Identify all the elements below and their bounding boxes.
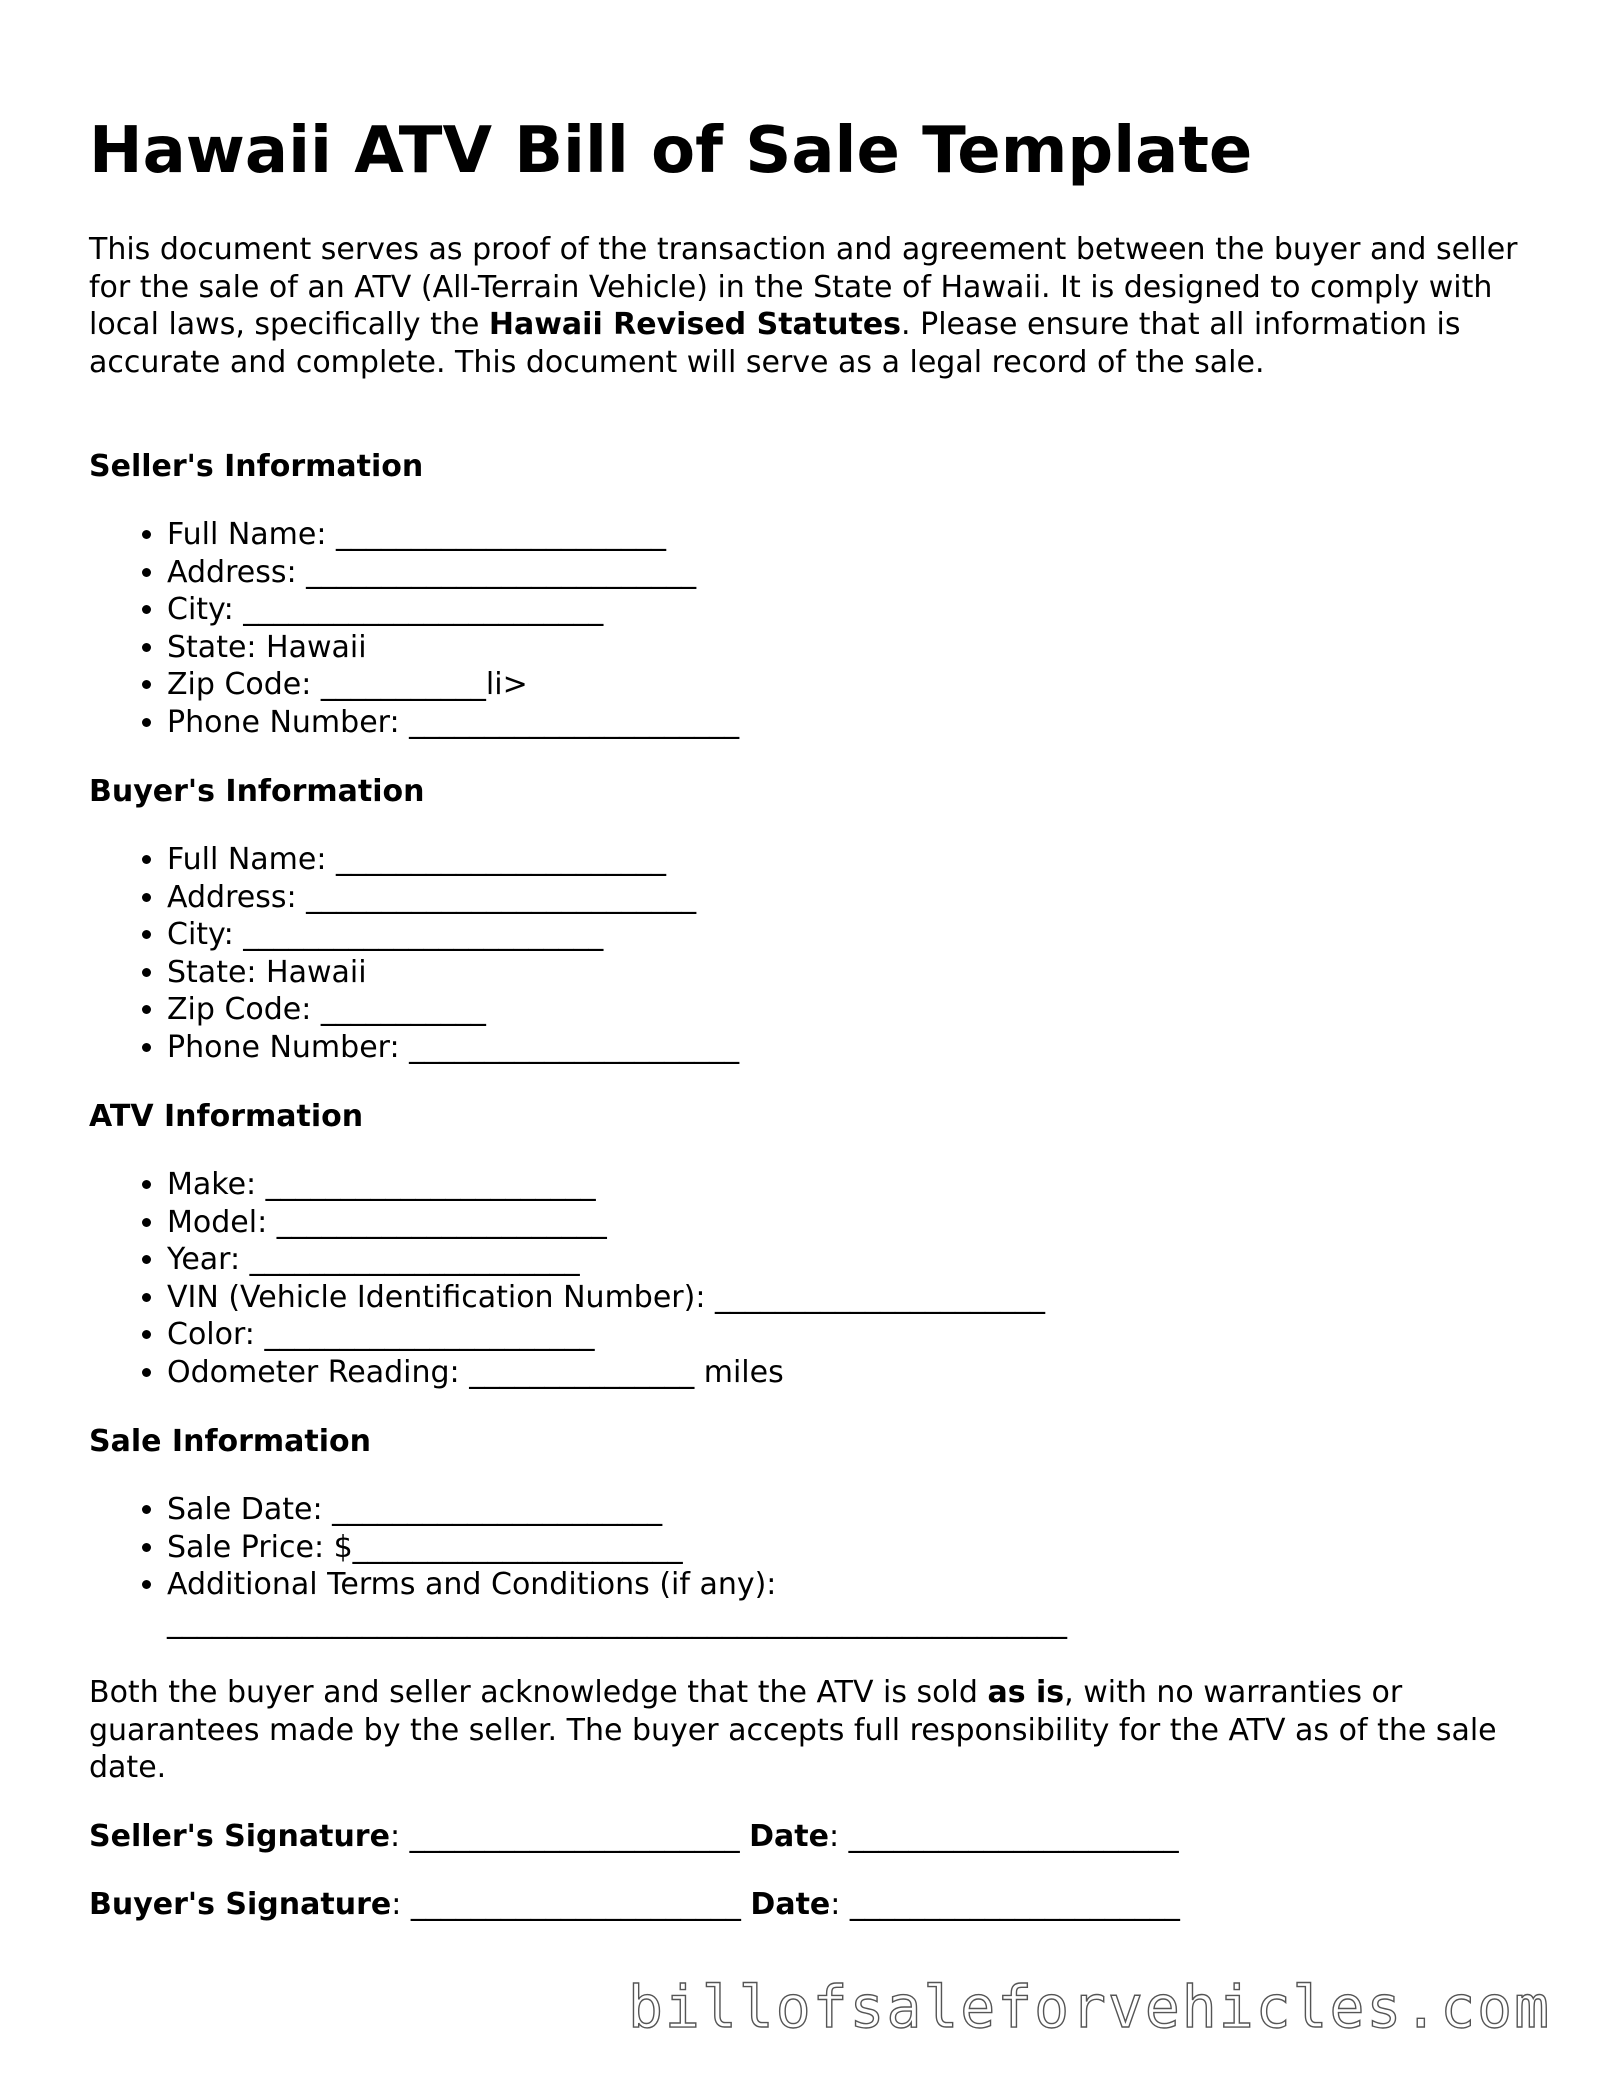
- buyer-phone-field: • Phone Number: ______________________: [167, 1029, 739, 1067]
- page-title: Hawaii ATV Bill of Sale Template: [89, 114, 1253, 188]
- seller-city-field: • City: ________________________: [167, 591, 739, 629]
- buyer-city-field: • City: ________________________: [167, 916, 739, 954]
- buyer-signature-blank: ______________________: [410, 1887, 741, 1922]
- buyer-date-colon: :: [830, 1887, 850, 1922]
- buyer-heading: Buyer's Information: [89, 774, 425, 809]
- seller-address-field: • Address: __________________________: [167, 554, 739, 592]
- seller-phone-field: • Phone Number: ______________________: [167, 704, 739, 742]
- buyer-full-name-field: • Full Name: ______________________: [167, 841, 739, 879]
- seller-date-colon: :: [829, 1819, 849, 1854]
- buyer-address-field: • Address: __________________________: [167, 879, 739, 917]
- buyer-signature-label: Buyer's Signature: [89, 1887, 392, 1922]
- sale-terms-label: Additional Terms and Conditions (if any):: [167, 1567, 777, 1602]
- sale-terms-field: [167, 1566, 1067, 1641]
- buyer-state-field: • State: Hawaii: [167, 954, 739, 992]
- buyer-date-label: Date: [750, 1887, 831, 1922]
- buyer-fields-list: [89, 841, 739, 1066]
- sale-fields-list: [89, 1491, 1067, 1641]
- intro-text-2: . Please ensure that all information is accurate and complete. This document will serve as a legal record of the sale.: [89, 307, 1461, 380]
- seller-signature-colon: :: [389, 1819, 410, 1854]
- sale-heading: Sale Information: [89, 1424, 371, 1459]
- buyer-zip-field: • Zip Code: ___________: [167, 991, 739, 1029]
- atv-color-field: • Color: ______________________: [167, 1316, 1045, 1354]
- seller-signature-blank: ______________________: [409, 1819, 740, 1854]
- buyer-signature-colon: :: [391, 1887, 411, 1922]
- buyer-date-blank: ______________________: [849, 1887, 1180, 1922]
- seller-signature-label: Seller's Signature: [89, 1819, 390, 1854]
- atv-heading: ATV Information: [89, 1099, 364, 1134]
- atv-model-field: • Model: ______________________: [167, 1204, 1045, 1242]
- atv-fields-list: [89, 1166, 1045, 1391]
- seller-heading: Seller's Information: [89, 449, 424, 484]
- atv-vin-field: • VIN (Vehicle Identification Number): ______________________: [167, 1279, 1045, 1317]
- acknowledgment-text-2: , with no warranties or guarantees made by the seller. The buyer accepts full responsibility for the ATV as of the sale date.: [89, 1675, 1497, 1785]
- seller-date-blank: ______________________: [848, 1819, 1179, 1854]
- intro-paragraph: [89, 231, 1529, 381]
- acknowledgment-text-1: Both the buyer and seller acknowledge that the ATV is sold: [89, 1675, 988, 1710]
- sale-terms-blank: ____________________________________________________________: [167, 1604, 1067, 1640]
- site-watermark: billofsaleforvehicles.com: [628, 1973, 1551, 2041]
- sale-price-field: • Sale Price: $______________________: [167, 1529, 1067, 1567]
- seller-fields-list: [89, 516, 739, 741]
- sale-date-field: • Sale Date: ______________________: [167, 1491, 1067, 1529]
- seller-state-field: • State: Hawaii: [167, 629, 739, 667]
- atv-odometer-field: • Odometer Reading: _______________ miles: [167, 1354, 1045, 1392]
- seller-date-label: Date: [749, 1819, 829, 1854]
- atv-make-field: • Make: ______________________: [167, 1166, 1045, 1204]
- acknowledgment-bold-as-is: as is: [987, 1675, 1065, 1710]
- seller-signature-line: [89, 1818, 1179, 1855]
- intro-text-1: This document serves as proof of the transaction and agreement between the buyer and seller for the sale of an ATV (All-Terrain Vehicle) in the State of Hawaii. It is designed to comply with local laws, specifically the: [89, 232, 1518, 342]
- atv-year-field: • Year: ______________________: [167, 1241, 1045, 1279]
- seller-zip-field: • Zip Code: ___________li>: [167, 666, 739, 704]
- seller-full-name-field: • Full Name: ______________________: [167, 516, 739, 554]
- acknowledgment-paragraph: [89, 1674, 1529, 1787]
- buyer-signature-line: [89, 1886, 1180, 1923]
- intro-bold-statutes: Hawaii Revised Statutes: [488, 307, 902, 342]
